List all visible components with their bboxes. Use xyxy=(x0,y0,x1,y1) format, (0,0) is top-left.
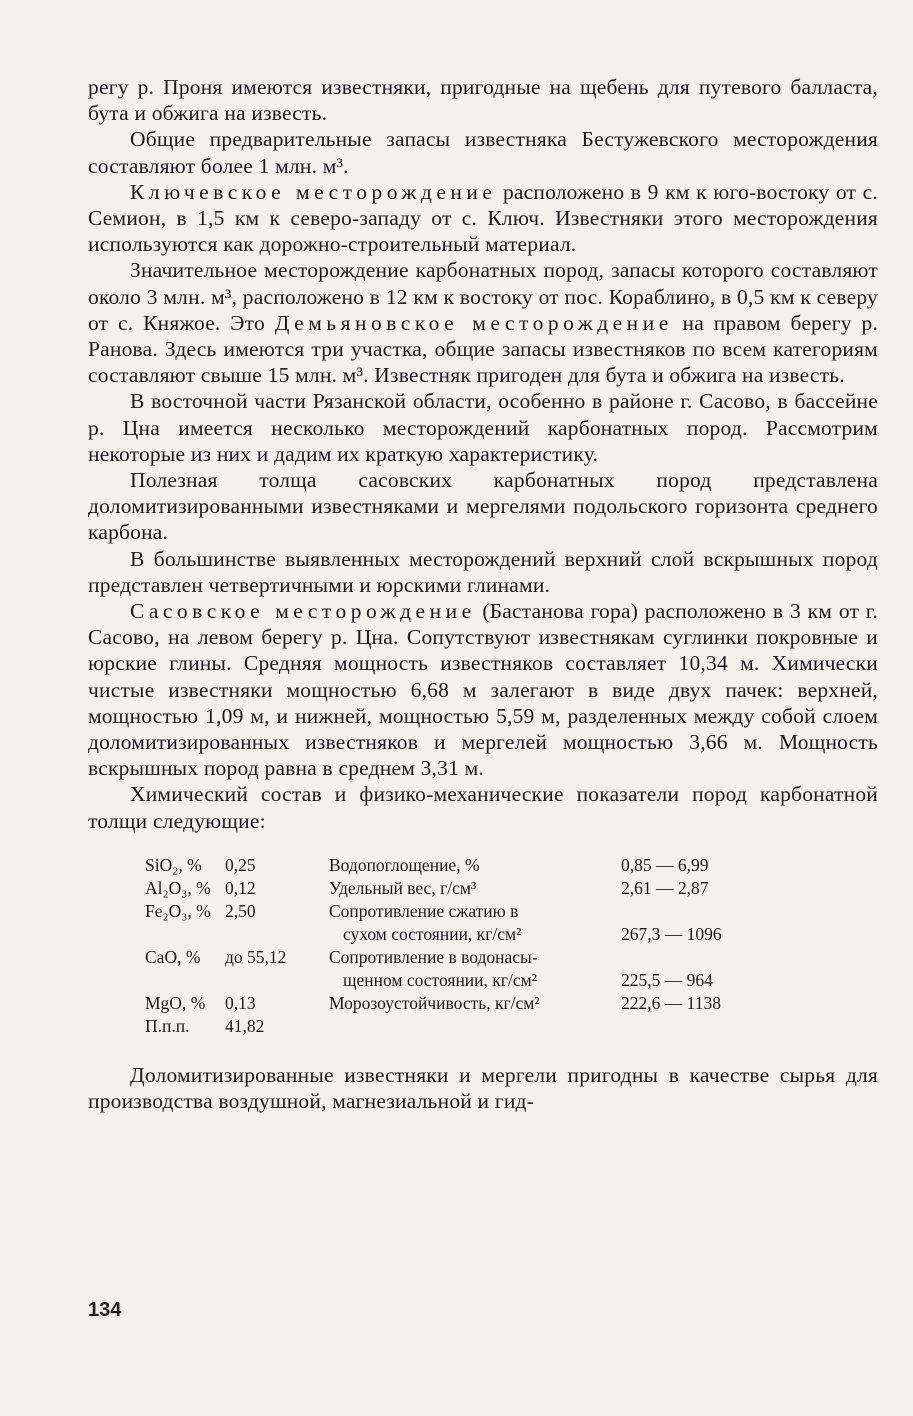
table-row xyxy=(145,946,722,992)
property-name: Водопоглощение, % xyxy=(329,854,480,875)
component-value: до 55,12 xyxy=(225,946,287,967)
page-body xyxy=(88,74,878,1114)
paragraph-5: В восточной части Рязанской области, особенно в районе г. Сасово, в бассейне р. Цна имеется несколько месторождений карбонатных пород. Рассмотрим некоторые из них и дадим их краткую характеристику. xyxy=(88,389,878,466)
spaced-term-sasovskoe: Сасовское месторождение xyxy=(130,599,476,624)
property-range: 2,61 — 2,87 xyxy=(621,877,709,898)
paragraph-6: Полезная толща сасовских карбонатных пород представлена доломитизированными известняками и мергелями подольского горизонта среднего карбона. xyxy=(88,468,878,545)
property-name: Сопротивление сжатию в сухом состоянии, кг/см² xyxy=(329,900,522,944)
paragraph-9: Химический состав и физико-механические показатели пород карбонатной толщи следующие: xyxy=(88,782,878,833)
component-name: Fe₂O₃, % xyxy=(145,900,211,921)
property-name: Удельный вес, г/см³ xyxy=(329,877,477,898)
table-row xyxy=(145,877,722,900)
property-range: 225,5 — 964 xyxy=(621,969,713,990)
spaced-term-klyuchevskoe: Ключевское месторождение xyxy=(130,179,497,204)
paragraph-10: Доломитизированные известняки и мергели пригодны в качестве сырья для производства воздушной, магнезиальной и гид- xyxy=(88,1062,878,1114)
paragraph-4: Значительное месторождение карбонатных пород, запасы которого составляют около 3 млн. м³, расположено в 12 км к востоку от пос. Кораблино, в 0,5 км к северу от с. Княжое. Это Демьяновское месторождение на правом берегу р. Ранова. Здесь имеются три участка, общие запасы известняков по всем категориям составляют свыше 15 млн. м³. Известняк пригоден для бута и обжига на известь. xyxy=(88,258,879,388)
component-name: Al₂O₃, % xyxy=(145,877,211,898)
paragraph-1: регу р. Проня имеются известняки, пригодные на щебень для путевого балласта, бута и обжига на известь. xyxy=(88,75,878,126)
property-name: Сопротивление в водонасы- щенном состоянии, кг/см² xyxy=(329,946,538,990)
table-row xyxy=(145,992,722,1015)
component-value: 0,12 xyxy=(225,877,256,898)
paragraph-2: Общие предварительные запасы известняка Бестужевского месторождения составляют более 1 млн. м³. xyxy=(88,127,878,178)
property-name: Морозоустойчивость, кг/см² xyxy=(329,992,540,1013)
property-range: 267,3 — 1096 xyxy=(621,923,722,944)
property-range: 0,85 — 6,99 xyxy=(621,854,709,875)
component-value: 0,13 xyxy=(225,992,256,1013)
paragraph-8: Сасовское месторождение (Бастанова гора) расположено в 3 км от г. Сасово, на левом берегу р. Цна. Сопутствуют известнякам суглинки покровные и юрские глины. Средняя мощность известняков составляет 10,34 м. Химически чистые известняки мощностью 6,68 м залегают в виде двух пачек: верхней, мощностью 1,09 м, и нижней, мощностью 5,59 м, разделенных между собой слоем доломитизированных известняков и мергелей мощностью 3,66 м. Мощность вскрышных пород равна в среднем 3,31 м. xyxy=(88,599,878,781)
spaced-term-demyanovskoe: Демьяновское месторождение xyxy=(274,310,673,335)
property-name xyxy=(321,1015,621,1038)
chemical-composition-table xyxy=(145,854,722,1038)
component-name: П.п.п. xyxy=(145,1015,190,1036)
component-value: 2,50 xyxy=(225,900,256,921)
component-name: SiO₂, % xyxy=(145,854,202,875)
component-name: CaO, % xyxy=(145,946,201,967)
component-value: 0,25 xyxy=(225,854,256,875)
component-value: 41,82 xyxy=(225,1015,265,1036)
table-row xyxy=(145,1015,722,1038)
component-name: MgO, % xyxy=(145,992,206,1013)
property-range: 222,6 — 1138 xyxy=(621,992,721,1013)
paragraph-7: В большинстве выявленных месторождений верхний слой вскрышных пород представлен четвертичными и юрскими глинами. xyxy=(88,546,878,597)
page-number: 134 xyxy=(88,1299,122,1321)
table-row xyxy=(145,854,722,877)
property-range xyxy=(621,1015,722,1038)
table-row xyxy=(145,900,722,946)
paragraph-3: Ключевское месторождение расположено в 9 км к юго-востоку от с. Семион, в 1,5 км к северо-западу от с. Ключ. Известняки этого месторождения используются как дорожно-строительный материал. xyxy=(88,179,878,257)
